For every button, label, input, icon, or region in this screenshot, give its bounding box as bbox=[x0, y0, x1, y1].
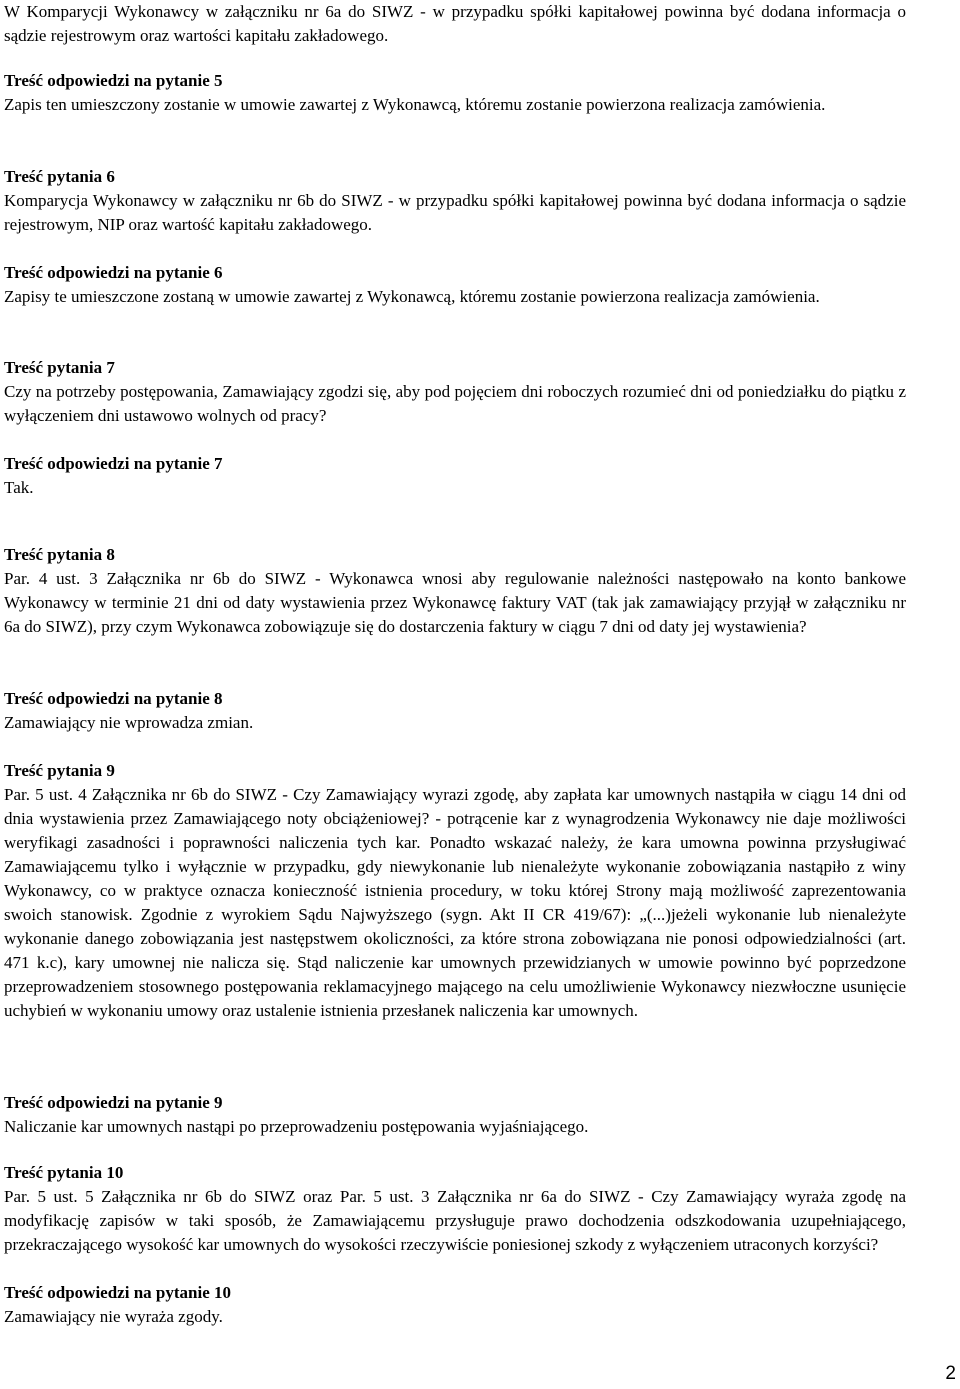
question-9-block bbox=[4, 759, 906, 1023]
answer-6-block bbox=[4, 261, 906, 309]
intro-block bbox=[4, 0, 906, 48]
intro-paragraph: W Komparycji Wykonawcy w załączniku nr 6a do SIWZ - w przypadku spółki kapitałowej powinna być dodana informacja o sądzie rejestrowym oraz wartości kapitału zakładowego. bbox=[4, 2, 906, 45]
question-10-heading: Treść pytania 10 bbox=[4, 1163, 124, 1182]
question-6-text: Komparycja Wykonawcy w załączniku nr 6b do SIWZ - w przypadku spółki kapitałowej powinna być dodana informacja o sądzie rejestrowym, NIP oraz wartość kapitału zakładowego. bbox=[4, 191, 906, 234]
answer-10-block bbox=[4, 1281, 906, 1329]
question-10-block bbox=[4, 1161, 906, 1257]
page-number: 2 bbox=[945, 1363, 956, 1384]
question-9-text: Par. 5 ust. 4 Załącznika nr 6b do SIWZ - Czy Zamawiający wyrazi zgodę, aby zapłata kar umownych nastąpiła w ciągu 14 dni od dnia wystawienia przez Zamawiającego noty obciążeniowej? - potrącenie kar z wynagrodzenia Wykonawcy nie daje możliwości weryfikagi zasadności i poprawności naliczenia tych kar. Ponadto wskazać należy, że kara umowna powinna przysługiwać Zamawiającemu tylko i wyłącznie w przypadku, gdy niewykonanie lub nienależyte wykonanie zobowiązania nastąpiło z winy Wykonawcy, co w praktyce oznacza konieczność istnienia procedury, w toku której Strony mają możliwość zaprezentowania swoich stanowisk. Zgodnie z wyrokiem Sądu Najwyższego (sygn. Akt II CR 419/67): „(...)jeżeli wykonanie lub nienależyte wykonanie danego zobowiązania jest następstwem okoliczności, za które strona zobowiązana nie ponosi odpowiedzialności (art. 471 k.c), kary umownej nie nalicza się. Stąd naliczenie kar umownych przewidzianych w umowie powinno być poprzedzone przeprowadzeniem stosownego postępowania reklamacyjnego mającego na celu umożliwienie Wykonawcy niezwłoczne usunięcie uchybień w wykonaniu umowy oraz ustalenie istnienia przesłanek naliczenia kar umownych. bbox=[4, 785, 906, 1020]
question-8-text: Par. 4 ust. 3 Załącznika nr 6b do SIWZ - Wykonawca wnosi aby regulowanie należności następowało na konto bankowe Wykonawcy w terminie 21 dni od daty wystawienia przez Wykonawcę faktury VAT (tak jak zamawiający przyjął w załączniku nr 6a do SIWZ), przy czym Wykonawca zobowiązuje się do dostarczenia faktury w ciągu 7 dni od daty jej wystawienia? bbox=[4, 569, 906, 636]
answer-9-block bbox=[4, 1091, 906, 1139]
question-6-block bbox=[4, 165, 906, 237]
question-7-heading: Treść pytania 7 bbox=[4, 358, 115, 377]
answer-8-block bbox=[4, 687, 906, 735]
answer-5-block bbox=[4, 69, 906, 117]
answer-6-heading: Treść odpowiedzi na pytanie 6 bbox=[4, 263, 223, 282]
question-8-block bbox=[4, 543, 906, 639]
question-9-heading: Treść pytania 9 bbox=[4, 761, 115, 780]
question-7-block bbox=[4, 356, 906, 428]
question-6-heading: Treść pytania 6 bbox=[4, 167, 115, 186]
answer-6-text: Zapisy te umieszczone zostaną w umowie zawartej z Wykonawcą, któremu zostanie powierzona realizacja zamówienia. bbox=[4, 287, 820, 306]
answer-5-text: Zapis ten umieszczony zostanie w umowie zawartej z Wykonawcą, któremu zostanie powierzona realizacja zamówienia. bbox=[4, 95, 826, 114]
answer-9-text: Naliczanie kar umownych nastąpi po przeprowadzeniu postępowania wyjaśniającego. bbox=[4, 1117, 589, 1136]
question-7-text: Czy na potrzeby postępowania, Zamawiający zgodzi się, aby pod pojęciem dni roboczych rozumieć dni od poniedziałku do piątku z wyłączeniem dni ustawowo wolnych od pracy? bbox=[4, 382, 906, 425]
answer-8-text: Zamawiający nie wprowadza zmian. bbox=[4, 713, 254, 732]
answer-8-heading: Treść odpowiedzi na pytanie 8 bbox=[4, 689, 223, 708]
answer-5-heading: Treść odpowiedzi na pytanie 5 bbox=[4, 71, 223, 90]
answer-7-text: Tak. bbox=[4, 478, 34, 497]
answer-7-heading: Treść odpowiedzi na pytanie 7 bbox=[4, 454, 223, 473]
question-10-text: Par. 5 ust. 5 Załącznika nr 6b do SIWZ oraz Par. 5 ust. 3 Załącznika nr 6a do SIWZ - Czy Zamawiający wyraża zgodę na modyfikację zapisów w taki sposób, że Zamawiającemu przysługuje prawo dochodzenia odszkodowania uzupełniającego, przekraczającego wysokość kar umownych do wysokości rzeczywiście poniesionej szkody z wyłączeniem utraconych korzyści? bbox=[4, 1187, 906, 1254]
answer-10-text: Zamawiający nie wyraża zgody. bbox=[4, 1307, 223, 1326]
answer-7-block bbox=[4, 452, 906, 500]
answer-9-heading: Treść odpowiedzi na pytanie 9 bbox=[4, 1093, 223, 1112]
question-8-heading: Treść pytania 8 bbox=[4, 545, 115, 564]
answer-10-heading: Treść odpowiedzi na pytanie 10 bbox=[4, 1283, 231, 1302]
